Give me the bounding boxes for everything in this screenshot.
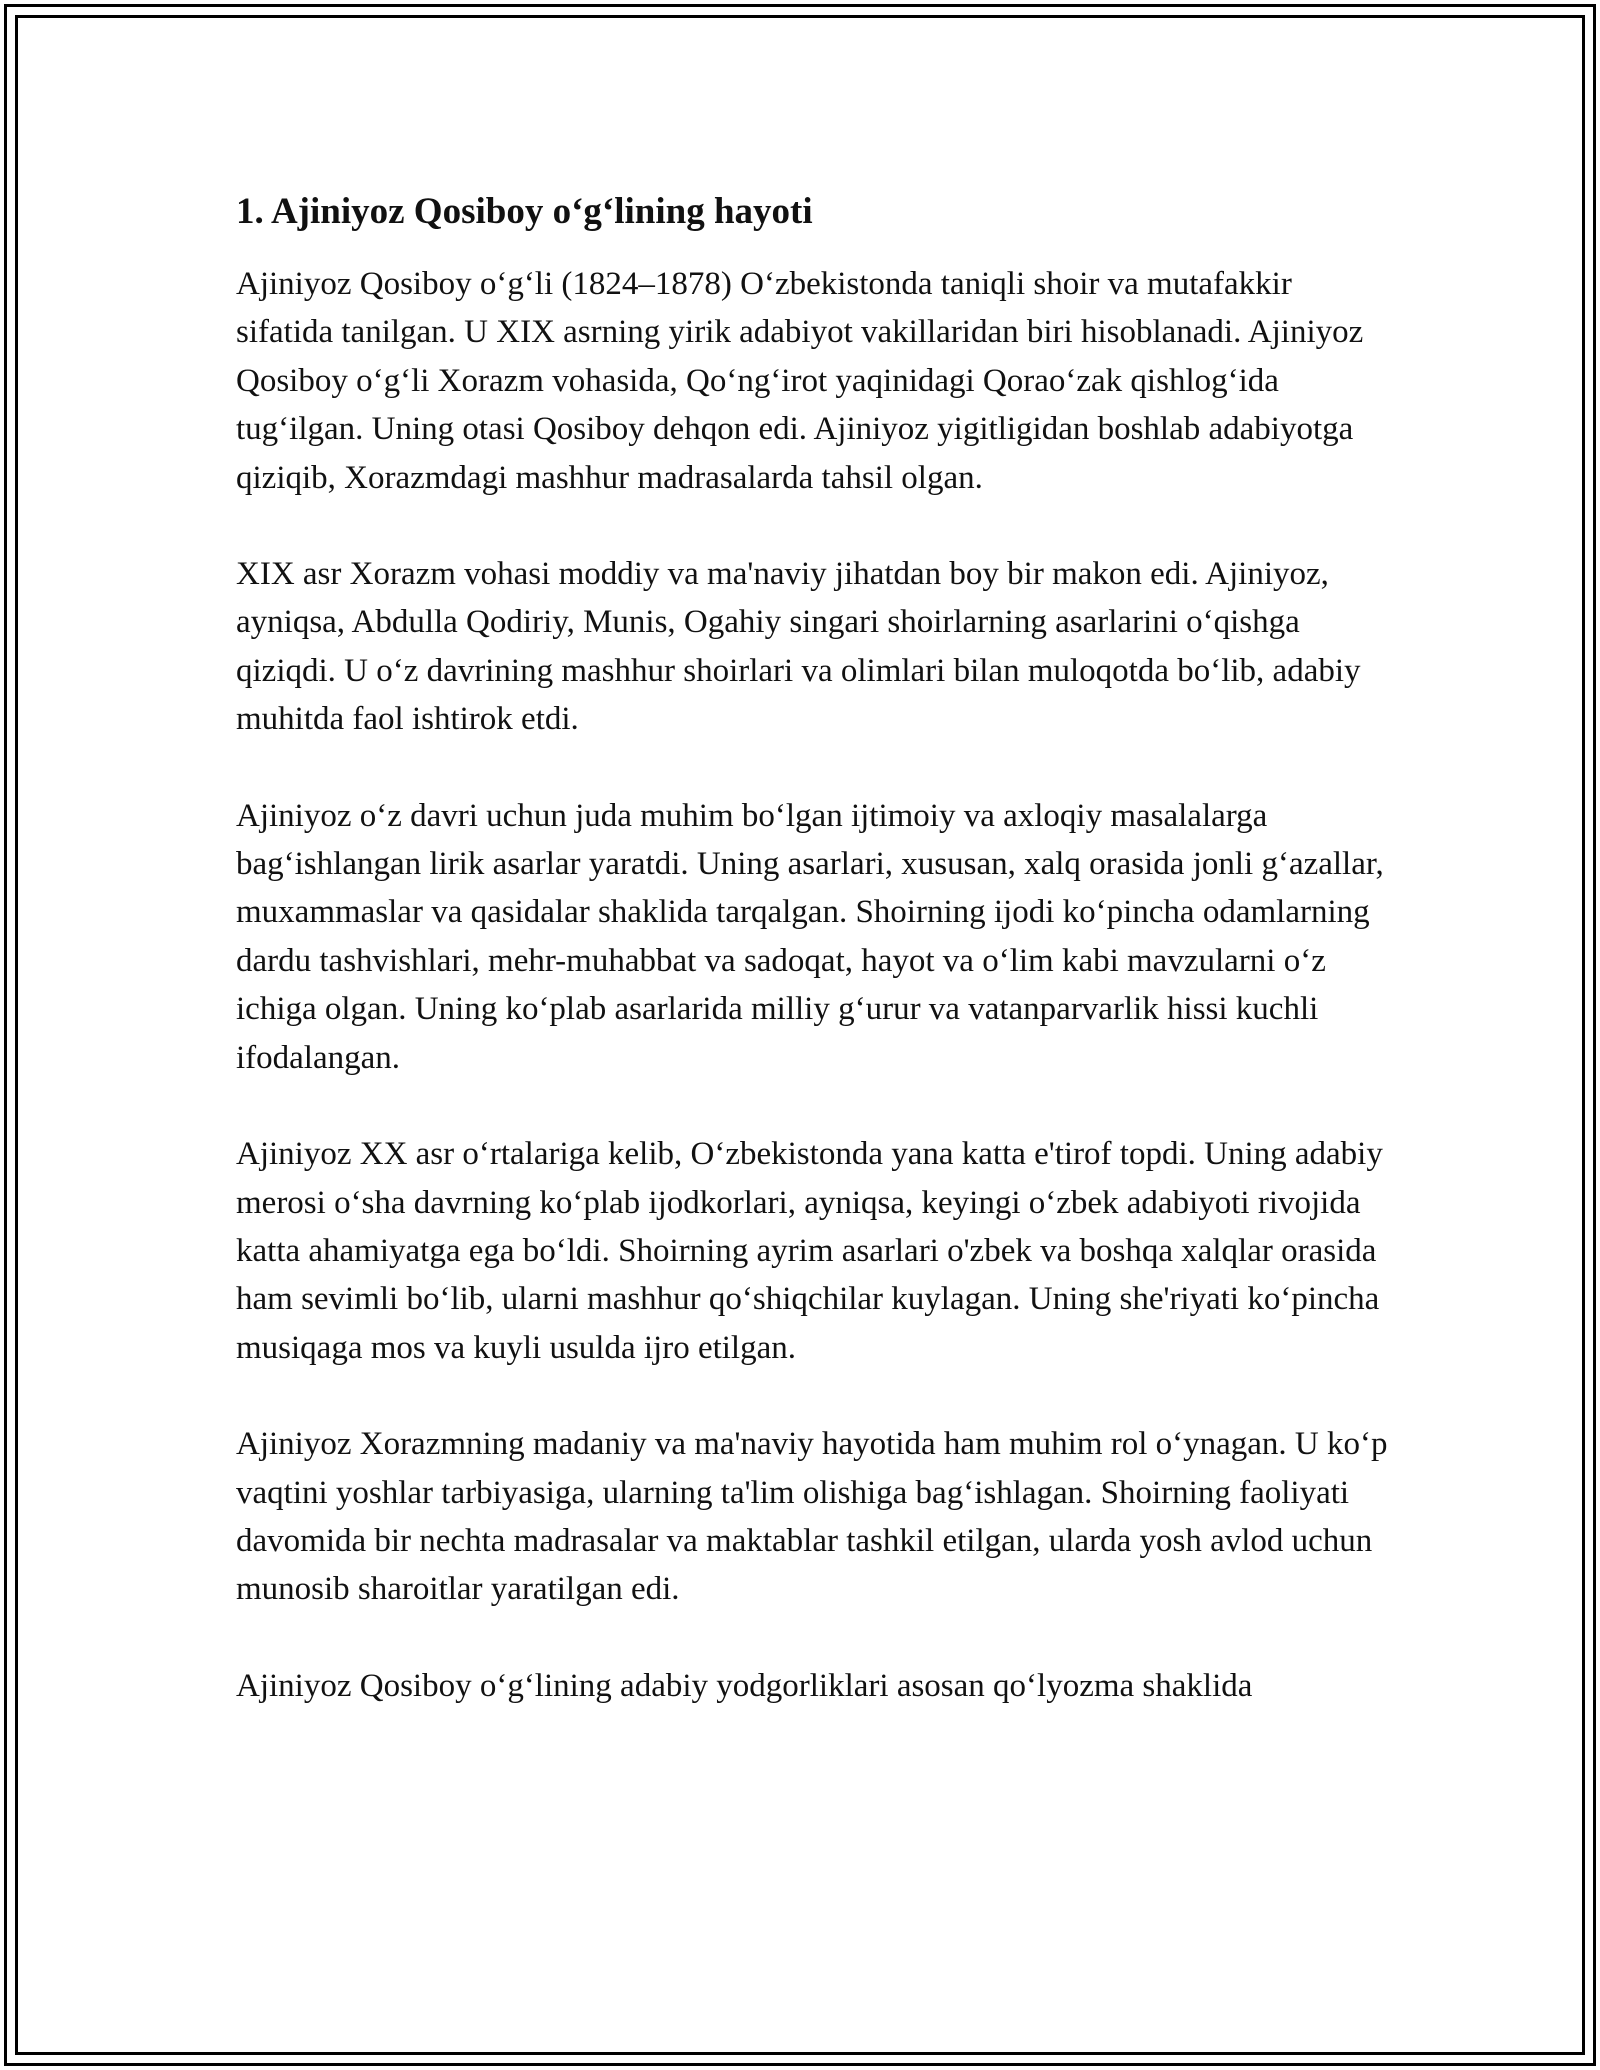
paragraph-1: Ajiniyoz Qosiboy o‘g‘li (1824–1878) O‘zbekistonda taniqli shoir va mutafakkir sifatida tanilgan. U XIX asrning yirik adabiyot vakillaridan biri hisoblanadi. Ajiniyoz Qosiboy o‘g‘li Xorazm vohasida, Qo‘ng‘irot yaqinidagi Qorao‘zak qishlog‘ida tug‘ilgan. Uning otasi Qosiboy dehqon edi. Ajiniyoz yigitligidan boshlab adabiyotga qiziqib, Xorazmdagi mashhur madrasalarda tahsil olgan.	[236, 266, 1364, 496]
paragraph-6: Ajiniyoz Qosiboy o‘g‘lining adabiy yodgorliklari asosan qo‘lyozma shaklida	[236, 1667, 1253, 1704]
document-body	[236, 186, 1396, 1758]
paragraph-4: Ajiniyoz XX asr o‘rtalariga kelib, O‘zbekistonda yana katta e'tirof topdi. Uning adabiy merosi o‘sha davrning ko‘plab ijodkorlari, ayniqsa, keyingi o‘zbek adabiyoti rivojida katta ahamiyatga ega bo‘ldi. Shoirning ayrim asarlari o'zbek va boshqa xalqlar orasida ham sevimli bo‘lib, ularni mashhur qo‘shiqchilar kuylagan. Uning she'riyati ko‘pincha musiqaga mos va kuyli usulda ijro etilgan.	[236, 1136, 1383, 1366]
section-heading: 1. Ajiniyoz Qosiboy o‘g‘lining hayoti	[236, 191, 813, 232]
paragraph-5: Ajiniyoz Xorazmning madaniy va ma'naviy hayotida ham muhim rol o‘ynagan. U ko‘p vaqtini yoshlar tarbiyasiga, ularning ta'lim olishiga bag‘ishlagan. Shoirning faoliyati davomida bir nechta madrasalar va maktablar tashkil etilgan, ularda yosh avlod uchun munosib sharoitlar yaratilgan edi.	[236, 1426, 1388, 1608]
paragraph-2: XIX asr Xorazm vohasi moddiy va ma'naviy jihatdan boy bir makon edi. Ajiniyoz, ayniqsa, Abdulla Qodiriy, Munis, Ogahiy singari shoirlarning asarlarini o‘qishga qiziqdi. U o‘z davrining mashhur shoirlari va olimlari bilan muloqotda bo‘lib, adabiy muhitda faol ishtirok etdi.	[236, 556, 1361, 738]
paragraph-3: Ajiniyoz o‘z davri uchun juda muhim bo‘lgan ijtimoiy va axloqiy masalalarga bag‘ishlangan lirik asarlar yaratdi. Uning asarlari, xususan, xalq orasida jonli g‘azallar, muxammaslar va qasidalar shaklida tarqalgan. Shoirning ijodi ko‘pincha odamlarning dardu tashvishlari, mehr-muhabbat va sadoqat, hayot va o‘lim kabi mavzularni o‘z ichiga olgan. Uning ko‘plab asarlarida milliy g‘urur va vatanparvarlik hissi kuchli ifodalangan.	[236, 797, 1384, 1076]
